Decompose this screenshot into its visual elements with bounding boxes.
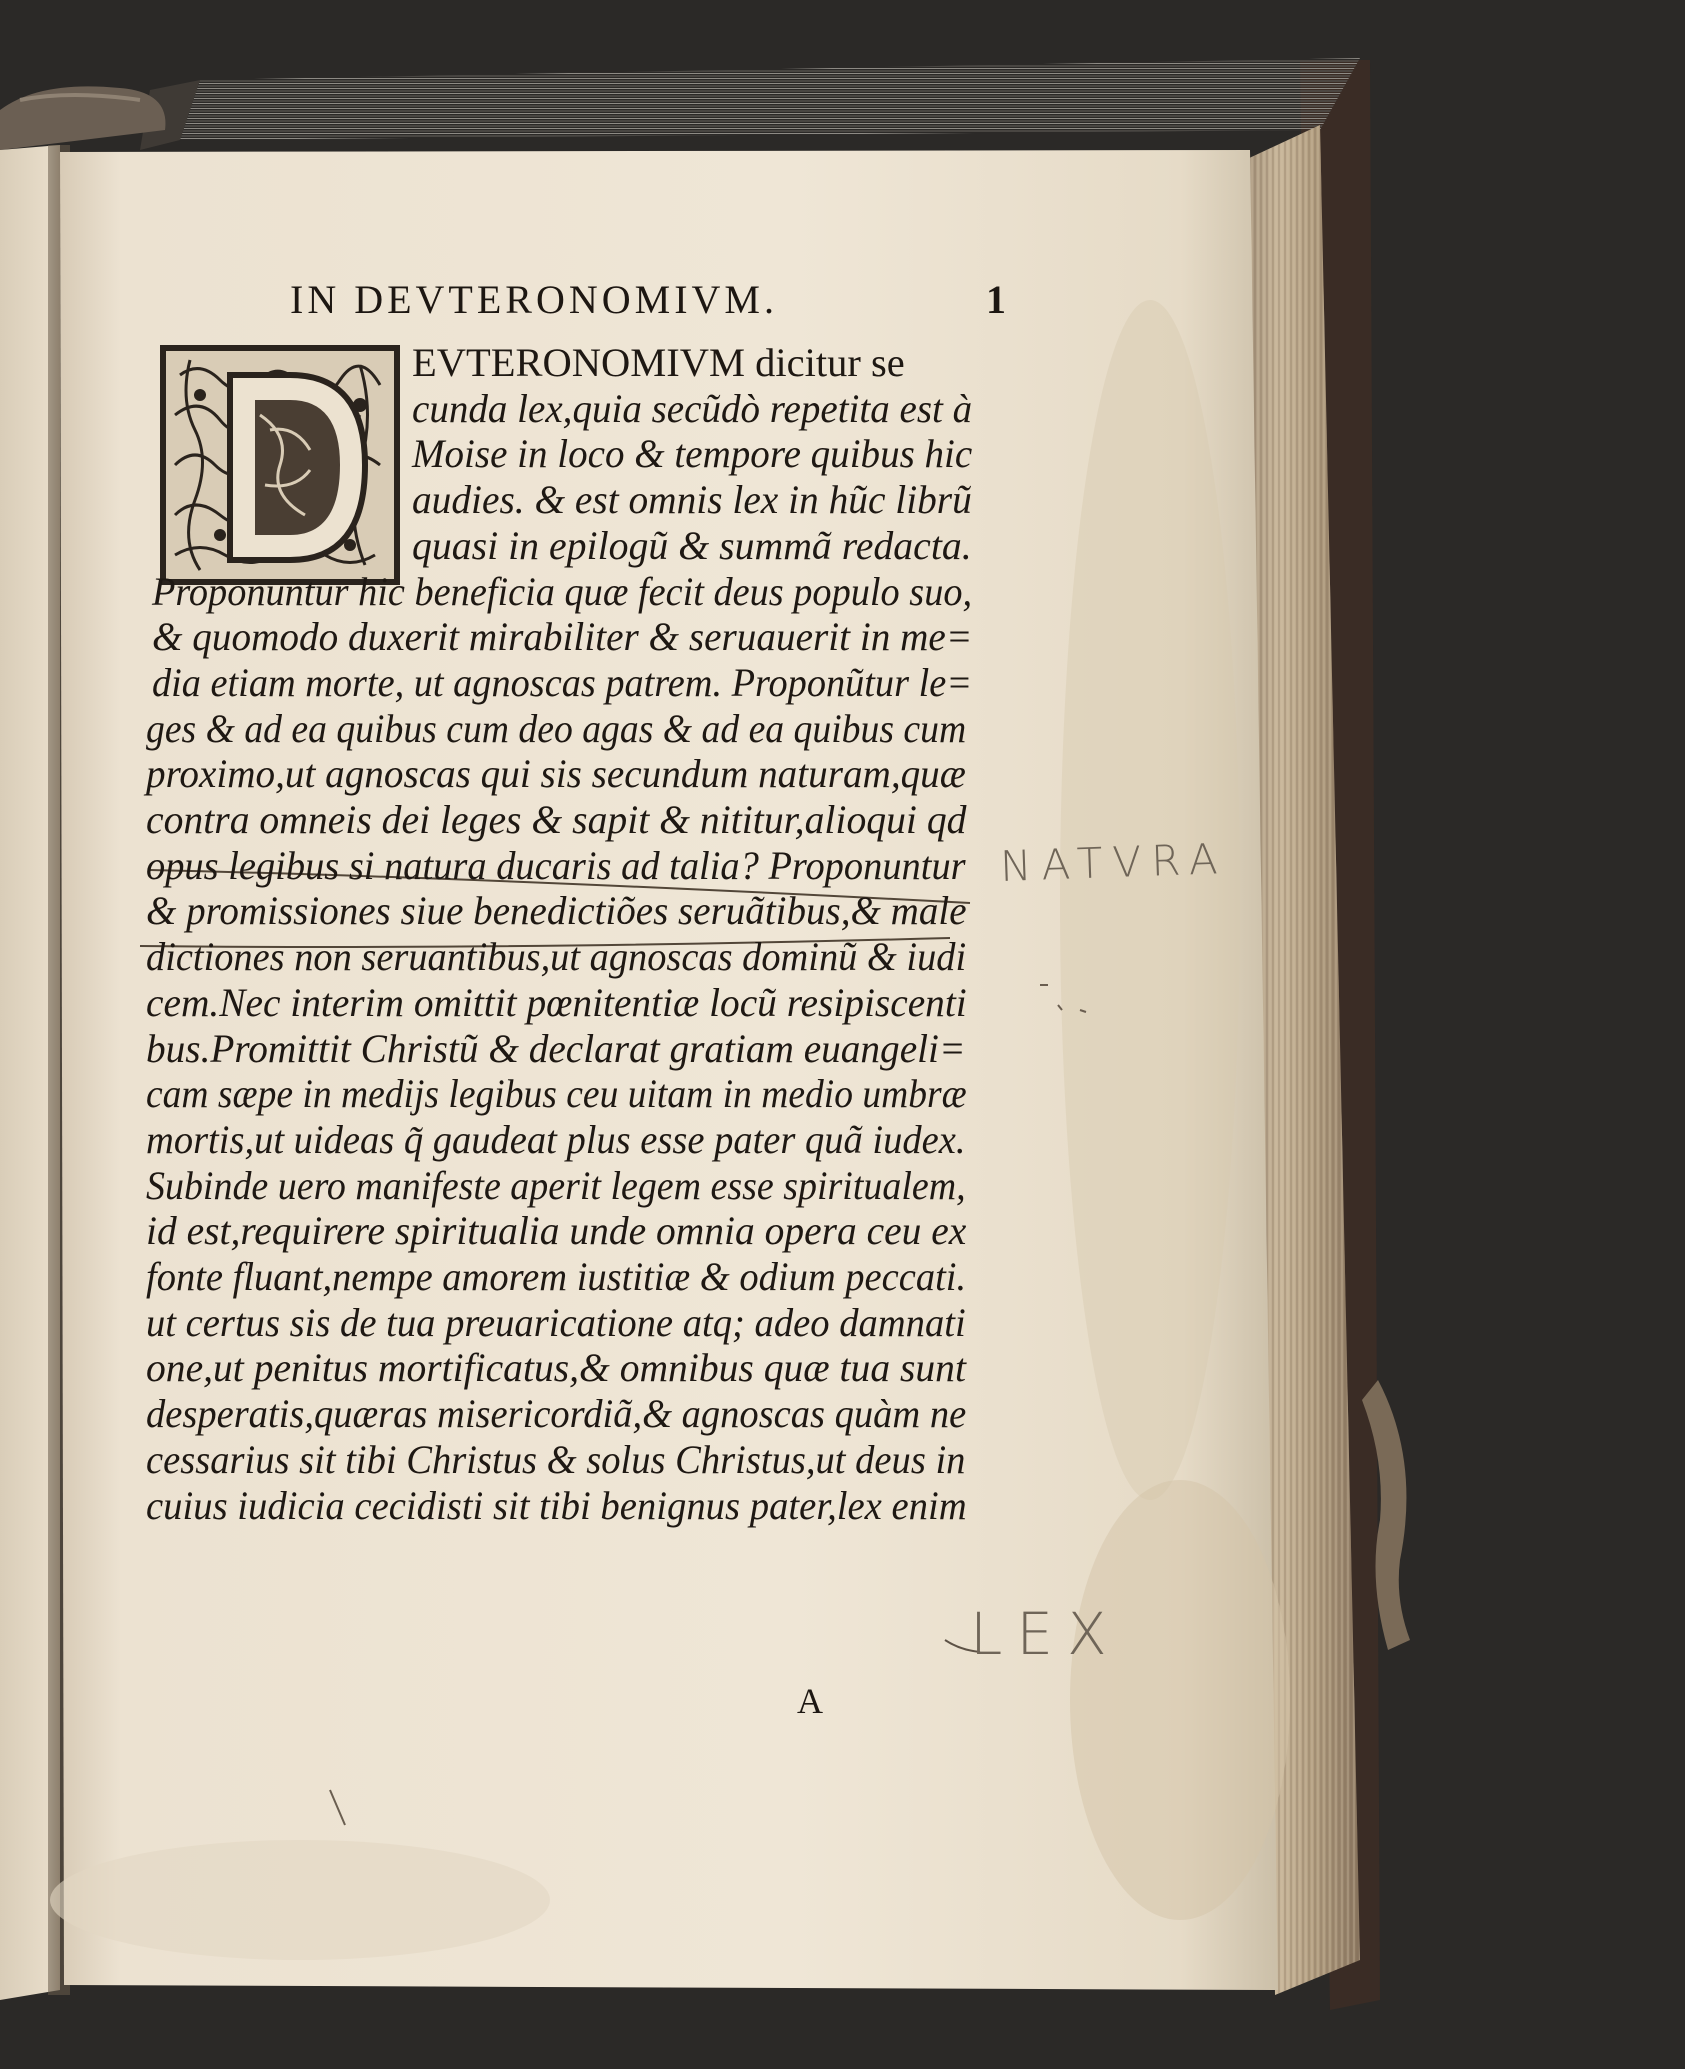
text-line: Proponuntur hic beneficia quæ fecit deus populo suo, (152, 568, 973, 614)
text-line: quasi in epilogũ & summã redacta. (412, 522, 972, 568)
signature-mark: A (797, 1681, 823, 1721)
text-line: Moise in loco & tempore quibus hic (412, 431, 973, 477)
marginal-note-natura: NATVRA (999, 834, 1229, 891)
running-header (290, 272, 1010, 332)
text-line: cunda lex,quia secũdò repetita est à (412, 385, 973, 431)
text-line: one,ut penitus mortificatus,& omnibus quæ tua sunt (146, 1345, 966, 1391)
folio-number: 1 (986, 277, 1010, 322)
text-line: cem.Nec interim omittit pœnitentiæ locũ resipiscenti (146, 979, 967, 1025)
text-line: contra omneis dei leges & sapit & nititur,alioqui qd (146, 797, 967, 842)
text-line: cuius iudicia cecidisti sit tibi benignus pater,lex enim (146, 1482, 967, 1528)
woodcut-initial-d (160, 345, 400, 585)
text-line: dictiones non seruantibus,ut agnoscas dominũ & iudi (146, 934, 967, 980)
text-line: opus legibus si natura ducaris ad talia? Proponuntur (146, 842, 966, 888)
text-line: id est,requirere spiritualia unde omnia opera ceu ex (146, 1208, 967, 1254)
text-line: audies. & est omnis lex in hũc librũ (412, 477, 972, 523)
text-line: desperatis,quæras misericordiã,& agnoscas quàm ne (146, 1391, 967, 1437)
text-line: ges & ad ea quibus cum deo agas & ad ea quibus cum (146, 705, 967, 751)
text-line: mortis,ut uideas q̃ gaudeat plus esse pater quã iudex. (146, 1116, 966, 1162)
text-line: ut certus sis de tua preuaricatione atq; adeo damnati (146, 1299, 966, 1345)
text-line: & promissiones siue benedictiões seruãtibus,& male (146, 888, 967, 934)
text-line: cessarius sit tibi Christus & solus Christus,ut deus in (146, 1436, 966, 1482)
marginal-note-lex: LEX (970, 1600, 1121, 1668)
text-line: proximo,ut agnoscas qui sis secundum naturam,quæ (146, 751, 966, 797)
text-line: Subinde uero manifeste aperit legem esse spiritualem, (146, 1162, 966, 1208)
text-line: bus.Promittit Christũ & declarat gratiam euangeli= (146, 1025, 966, 1071)
text-line: fonte fluant,nempe amorem iustitiæ & odium peccati. (146, 1254, 967, 1299)
text-line: dia etiam morte, ut agnoscas patrem. Proponũtur le= (152, 659, 973, 705)
text-line: & quomodo duxerit mirabiliter & seruauerit in me= (152, 614, 973, 660)
running-head-title: IN DEVTERONOMIVM. (290, 277, 778, 322)
text-line: cam sæpe in medijs legibus ceu uitam in medio umbræ (146, 1071, 967, 1117)
text-line: EVTERONOMIVM dicitur se (412, 340, 905, 385)
